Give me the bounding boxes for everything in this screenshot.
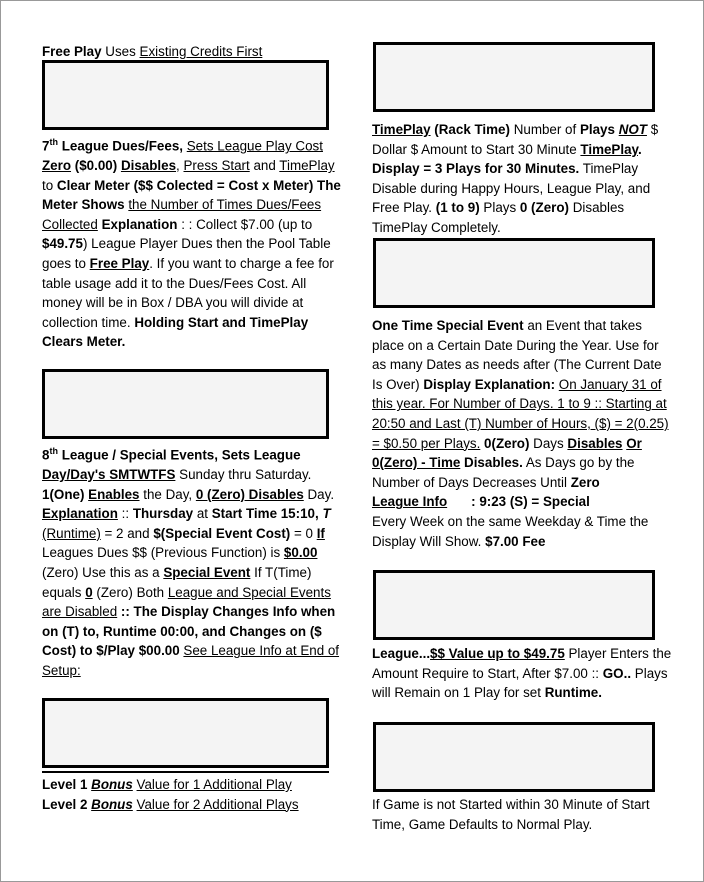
lcd-go <box>373 722 655 792</box>
lcd-line <box>382 636 646 640</box>
bonus-levels <box>42 775 342 814</box>
league-value-paragraph: League...$$ Value up to $49.75 Player Enters the Amount Require to Start, After $7.00 :: GO.. Plays will Remain on 1 Play for set Runtime. <box>372 646 672 701</box>
left-column <box>42 42 342 62</box>
lcd-bonus <box>42 698 329 768</box>
default-play-note <box>372 795 672 834</box>
lcd-date <box>373 238 655 308</box>
lcd-line <box>51 435 320 439</box>
lcd-timeplay <box>373 42 655 112</box>
lcd-line <box>51 126 320 130</box>
lcd-day-time <box>42 369 329 439</box>
special-events-paragraph: 8th League / Special Events, Sets League Day/Day's SMTWTFS Sunday thru Saturday. 1(One) Enables the Day, 0 (Zero) Disables Day. Explanation :: Thursday at Start Time 15:10, T (Runtime) = 2 and $(Special Event Cost) = 0 If Leagues Dues $$ (Previous Function) is $0.00 (Zero) Use this as a Special Event If T(Time) equals 0 (Zero) Both League and Special Events are Disabled :: The Display Changes Info when on (T) to, Runtime 00:00, and Changes on ($ Cost) to $/Play $00.00 See League Info at End of Setup: <box>42 446 340 678</box>
league-info-desc: Every Week on the same Weekday & Time the Display Will Show. $7.00 Fee <box>372 513 649 549</box>
lcd-league-fee <box>373 570 655 640</box>
league-info-line: League Info : 9:23 (S) = Special <box>372 494 590 510</box>
timeplay-section <box>372 120 672 238</box>
divider <box>42 771 329 773</box>
lcd-meter <box>42 60 329 130</box>
one-time-event-section <box>372 316 672 551</box>
bonus-level-1: Level 1 Bonus Value for 1 Additional Play <box>42 777 292 792</box>
special-events-section <box>42 442 342 681</box>
bonus-level-2: Level 2 Bonus Value for 2 Additional Plays <box>42 796 299 812</box>
lcd-line <box>382 788 646 792</box>
lcd-line <box>382 108 646 112</box>
dues-paragraph: 7th League Dues/Fees, Sets League Play Cost Zero ($0.00) Disables, Press Start and TimePlay to Clear Meter ($$ Colected = Cost x Meter) The Meter Shows the Number of Times Dues/Fees Collected Explanation : : Collect $7.00 (up to $49.75) League Player Dues then the Pool Table goes to Free Play. If you want to charge a fee for table usage add it to the Dues/Fees Cost. All money will be in Box / DBA you will divide at collection time. Holding Start and TimePlay Clears Meter. <box>42 137 341 350</box>
lcd-line <box>51 764 320 768</box>
timeplay-paragraph: TimePlay (Rack Time) Number of Plays NOT $ Dollar $ Amount to Start 30 Minute TimePlay. Display = 3 Plays for 30 Minutes. TimePlay Disable during Happy Hours, League Play, and Free Play. (1 to 9) Plays 0 (Zero) Disables TimePlay Completely. <box>372 122 659 235</box>
note-text: If Game is not Started within 30 Minute of Start Time, Game Defaults to Normal Play. <box>372 797 650 832</box>
league-value-section <box>372 644 672 703</box>
league-dues-section <box>42 133 342 352</box>
lcd-line <box>382 304 646 308</box>
free-play-line: Free Play Uses Existing Credits First <box>42 44 263 59</box>
one-time-event-paragraph: One Time Special Event an Event that takes place on a Certain Date During the Year. Use for as many Dates as needs after (The Current Date Is Over) Display Explanation: On January 31 of this year. For Number of Days. 1 to 9 :: Starting at 20:50 and Last (T) Number of Hours, ($) = 2(0.25) = $0.50 per Plays. 0(Zero) Days Disables Or 0(Zero) - Time Disables. As Days go by the Number of Days Decreases Until Zero <box>372 318 669 490</box>
